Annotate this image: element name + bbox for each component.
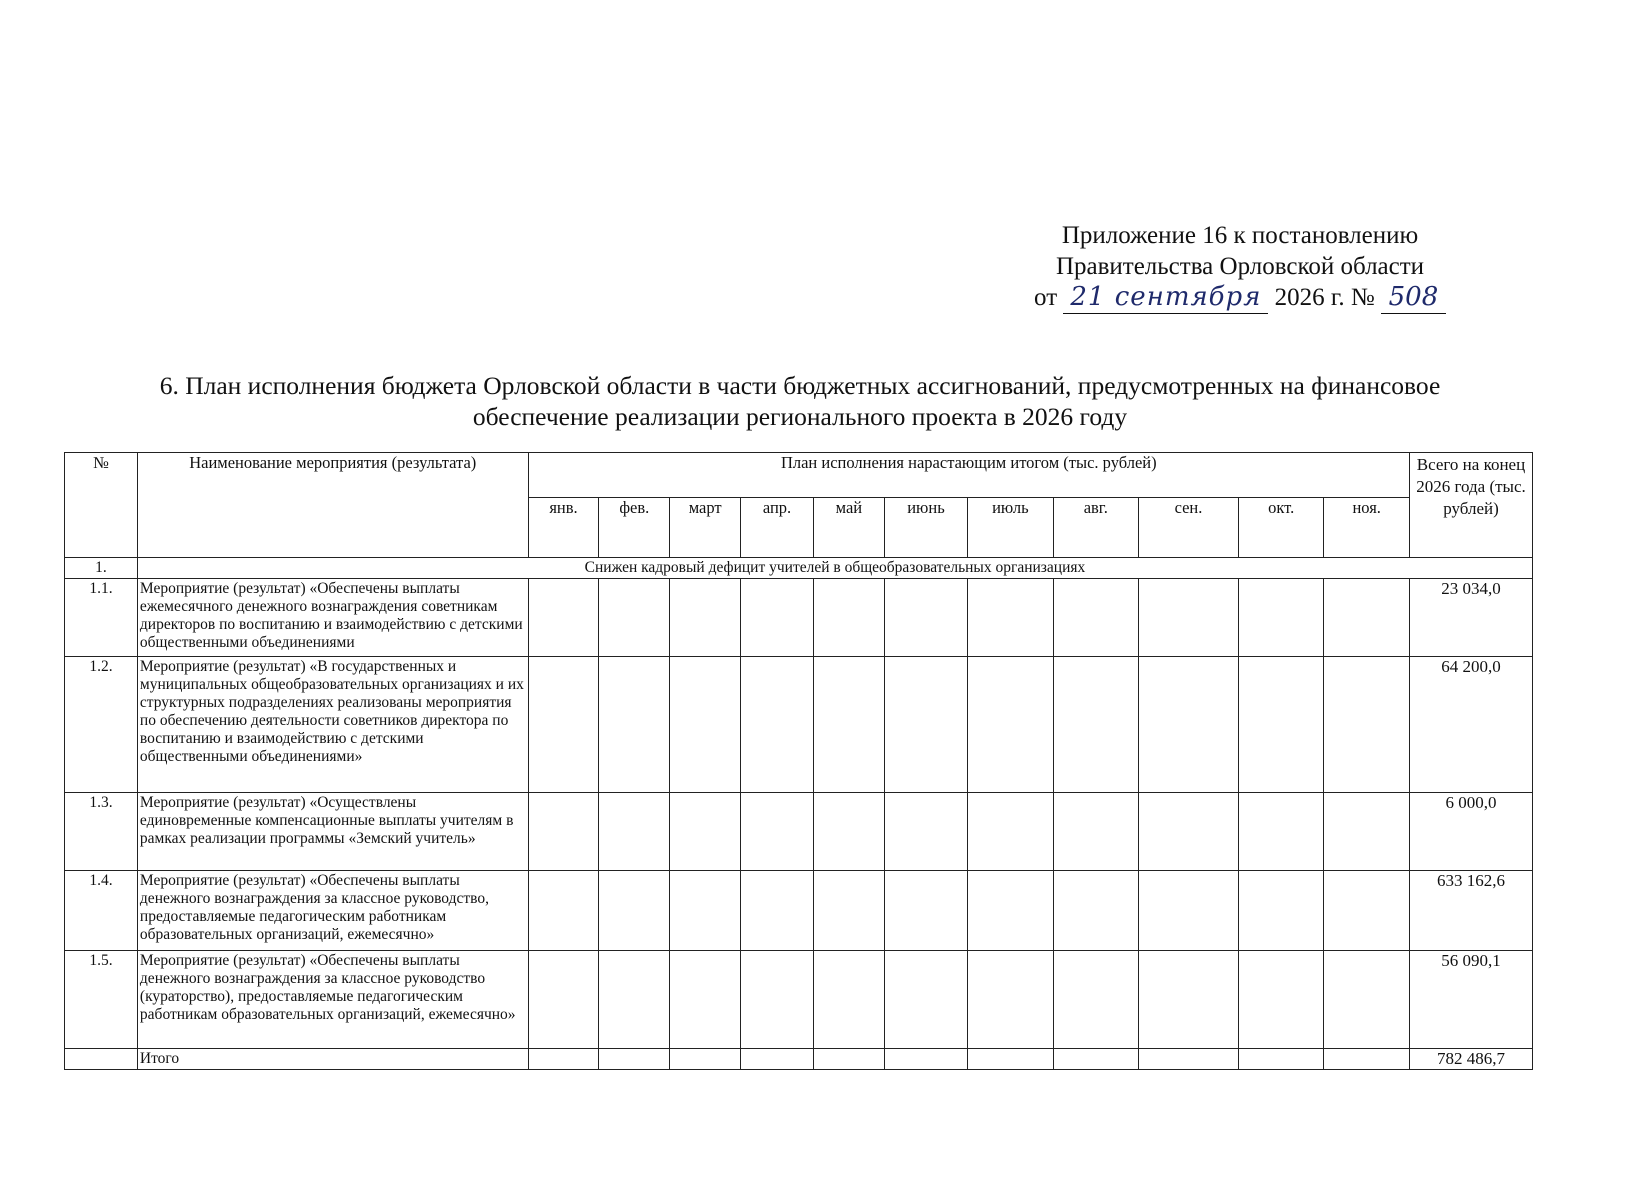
row-number: 1.4. (65, 871, 138, 951)
year-label: 2026 г. № (1274, 284, 1375, 311)
header-number: № (65, 453, 138, 558)
table-row (65, 951, 1533, 1049)
row-number: 1.5. (65, 951, 138, 1049)
document-heading (60, 370, 1540, 432)
header-month: сен. (1138, 498, 1238, 558)
header-month: июнь (884, 498, 967, 558)
row-name: Мероприятие (результат) «Осуществлены единовременные компенсационные выплаты учителям в рамках реализации программы «Земский учитель» (137, 793, 528, 871)
header-month: май (813, 498, 884, 558)
row-total: 64 200,0 (1409, 657, 1532, 793)
header-month: апр. (741, 498, 814, 558)
row-name: Мероприятие (результат) «В государственных и муниципальных общеобразовательных организациях и их структурных подразделениях реализованы мероприятия по обеспечению деятельности советников директора по воспитанию и взаимодействию с детскими общественными объединениями» (137, 657, 528, 793)
header-month: фев. (599, 498, 670, 558)
row-total: 6 000,0 (1409, 793, 1532, 871)
table-row (65, 579, 1533, 657)
budget-plan-table (64, 452, 1533, 1070)
section-title: Снижен кадровый дефицит учителей в общеобразовательных организациях (137, 558, 1532, 579)
row-total: 633 162,6 (1409, 871, 1532, 951)
row-number: 1.1. (65, 579, 138, 657)
appendix-block (1030, 220, 1450, 314)
appendix-line-3 (1030, 282, 1450, 314)
header-month: янв. (528, 498, 599, 558)
header-month: ноя. (1324, 498, 1410, 558)
heading-line-2: обеспечение реализации регионального проекта в 2026 году (472, 402, 1128, 431)
appendix-line-1: Приложение 16 к постановлению (1061, 222, 1419, 249)
total-row (65, 1049, 1533, 1070)
total-value: 782 486,7 (1409, 1049, 1532, 1070)
header-month: авг. (1053, 498, 1138, 558)
table-row (65, 871, 1533, 951)
table-row (65, 657, 1533, 793)
header-month: март (670, 498, 741, 558)
appendix-line-2: Правительства Орловской области (1055, 253, 1425, 280)
header-name: Наименование мероприятия (результата) (137, 453, 528, 558)
section-number: 1. (65, 558, 138, 579)
header-month: окт. (1238, 498, 1323, 558)
row-total: 56 090,1 (1409, 951, 1532, 1049)
handwritten-date: 21 сентября (1063, 282, 1268, 314)
row-name: Мероприятие (результат) «Обеспечены выплаты ежемесячного денежного вознаграждения советникам директоров по воспитанию и взаимодействию с детскими общественными объединениями (137, 579, 528, 657)
header-plan: План исполнения нарастающим итогом (тыс. рублей) (528, 453, 1409, 498)
row-name: Мероприятие (результат) «Обеспечены выплаты денежного вознаграждения за классное руководство (кураторство), предоставляемые педагогическим работникам образовательных организаций, ежемесячно» (137, 951, 528, 1049)
header-month: июль (968, 498, 1053, 558)
handwritten-number: 508 (1381, 282, 1446, 314)
row-number: 1.2. (65, 657, 138, 793)
total-label: Итого (137, 1049, 528, 1070)
from-label: от (1034, 284, 1058, 311)
row-number: 1.3. (65, 793, 138, 871)
row-name: Мероприятие (результат) «Обеспечены выплаты денежного вознаграждения за классное руководство, предоставляемые педагогическим работникам образовательных организаций, ежемесячно» (137, 871, 528, 951)
header-total: Всего на конец 2026 года (тыс. рублей) (1409, 453, 1532, 558)
heading-line-1: 6. План исполнения бюджета Орловской области в части бюджетных ассигнований, предусмотренных на финансовое (159, 371, 1441, 400)
row-total: 23 034,0 (1409, 579, 1532, 657)
table-row (65, 793, 1533, 871)
